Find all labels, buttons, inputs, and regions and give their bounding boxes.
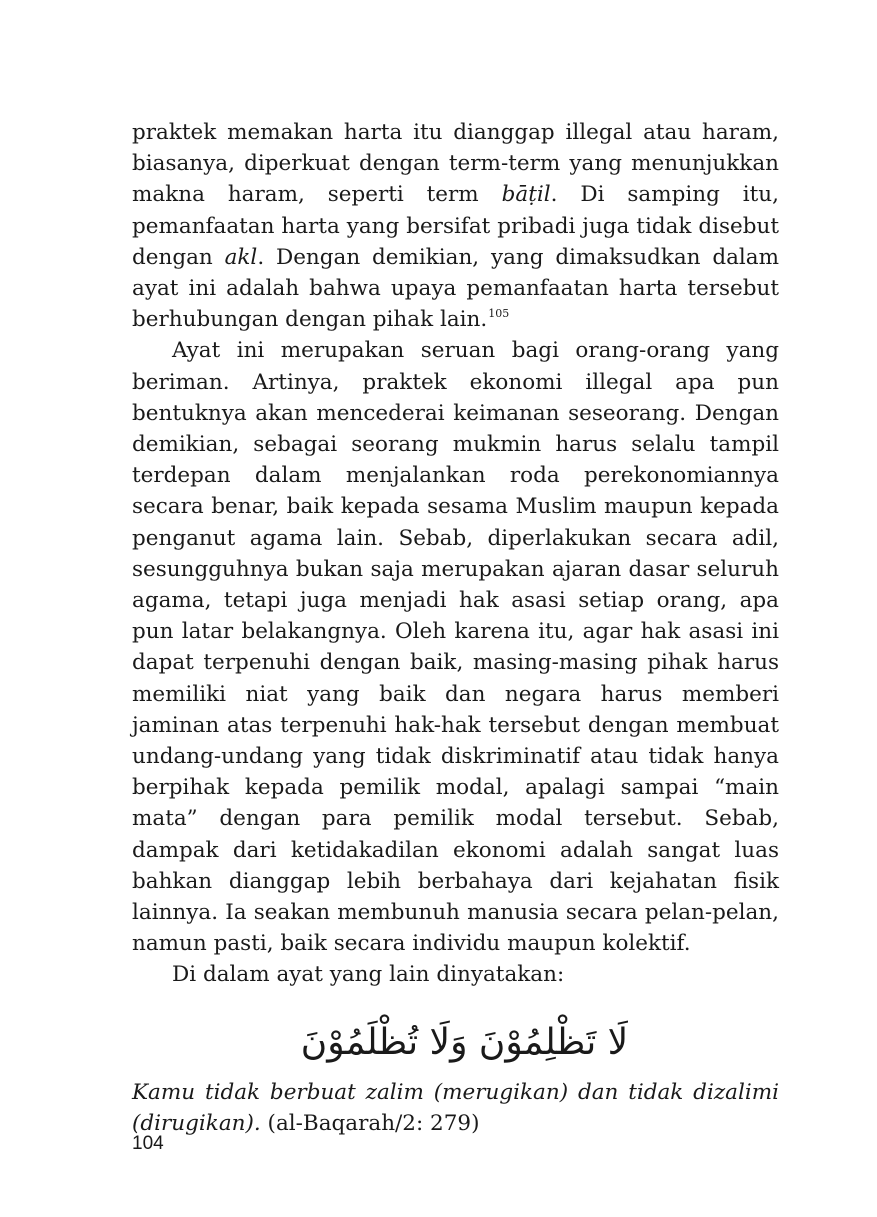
arabic-verse: لَا تَظْلِمُوْنَ وَلَا تُظْلَمُوْنَ — [300, 1021, 629, 1063]
page-number: 104 — [132, 1133, 164, 1154]
footnote-marker[interactable]: 105 — [488, 307, 510, 321]
verse-reference: (al-Baqarah/2: 279) — [260, 1110, 480, 1136]
paragraph-2: Ayat ini merupakan seruan bagi orang-orang yang beriman. Artinya, praktek ekonomi illegal apa pun bentuknya akan mencederai keimanan seseorang. Dengan demikian, sebagai seorang mukmin harus selalu tampil terdepan dalam menjalankan roda perekonomiannya secara benar, baik kepada sesama Muslim maupun kepada penganut agama lain. Sebab, diperlakukan secara adil, sesungguhnya bukan saja merupakan ajaran dasar seluruh agama, tetapi juga menjadi hak asasi setiap orang, apa pun latar belakangnya. Oleh karena itu, agar hak asasi ini dapat terpenuhi dengan baik, masing-masing pihak harus memiliki niat yang baik dan negara harus memberi jaminan atas terpenuhi hak-hak tersebut dengan membuat undang-undang yang tidak diskriminatif atau tidak hanya berpihak kepada pemilik modal, apalagi sampai “main mata” dengan para pemilik modal tersebut. Sebab, dampak dari ketidakadilan ekonomi adalah sangat luas bahkan dianggap lebih berbahaya dari kejahatan fisik lainnya. Ia seakan membunuh manusia secara pelan-pelan, namun pasti, baik secara individu maupun kolektif. — [132, 338, 779, 957]
paragraph-1 — [132, 117, 779, 335]
paragraph-1-part-3: . Dengan demikian, yang dimaksudkan dalam ayat ini adalah bahwa upaya pemanfaatan harta tersebut berhubungan dengan pihak lain. — [132, 244, 779, 333]
paragraph-1-part-2: . Di samping itu, pemanfaatan harta yang bersifat pribadi juga tidak disebut dengan — [132, 182, 779, 270]
paragraph-1-part-1: praktek memakan harta itu dianggap illegal atau haram, biasanya, diperkuat dengan term-term yang menunjukkan makna haram, seperti term — [132, 120, 779, 208]
verse-translation — [132, 1077, 779, 1139]
term-akl: akl — [224, 244, 258, 270]
translation-text: Kamu tidak berbuat zalim (merugikan) dan tidak dizalimi (dirugikan). — [132, 1079, 779, 1136]
paragraph-3: Di dalam ayat yang lain dinyatakan: — [172, 962, 565, 988]
term-batil: bāṭil — [501, 182, 551, 208]
page-content — [132, 117, 779, 1139]
